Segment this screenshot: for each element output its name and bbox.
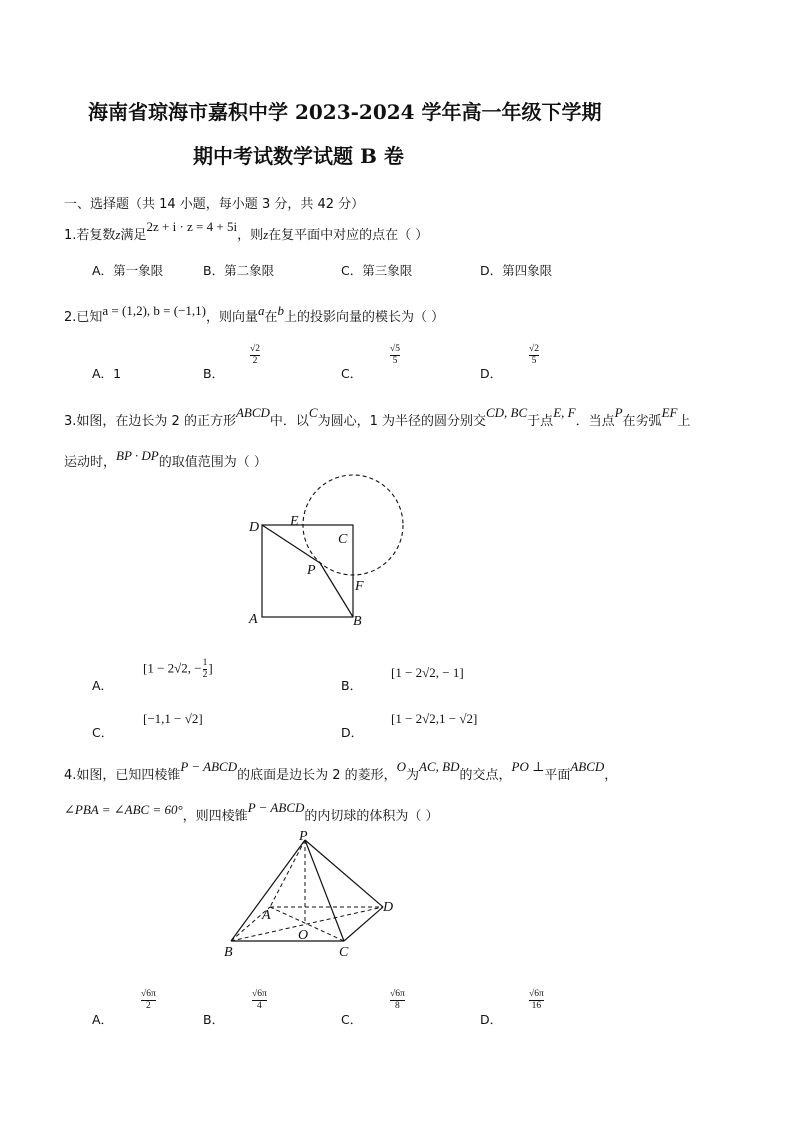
segment-pb	[320, 563, 353, 617]
q4-option-b[interactable]	[203, 1010, 224, 1028]
q1-option-b[interactable]	[203, 261, 274, 279]
q3-mid3: 于点	[527, 414, 554, 429]
q3-figure	[240, 470, 420, 632]
q2-option-b-fraction	[250, 344, 260, 367]
q1-option-d[interactable]	[480, 261, 552, 279]
q4-option-b-fraction	[252, 989, 267, 1012]
q3-option-c: [−1,1 − √2]	[143, 711, 203, 726]
option-label: C．	[341, 1012, 363, 1027]
segment-dp	[262, 525, 320, 563]
q4-option-c-fraction	[390, 989, 405, 1012]
label-e: E	[290, 514, 299, 529]
q4-pyramid2: P − ABCD	[247, 800, 305, 815]
q3-option-a	[143, 658, 213, 681]
q1-option-c[interactable]	[341, 261, 412, 279]
q1-suffix-a: ，则	[237, 228, 264, 243]
question-3	[64, 405, 691, 429]
option-text: 1	[113, 366, 122, 381]
q3-mid5: 在劣弧	[622, 414, 662, 429]
q3-mid1: 中．以	[269, 414, 309, 429]
q3-p: P	[614, 405, 623, 420]
edge-pb	[231, 840, 305, 941]
denominator: 5	[531, 356, 537, 366]
page-title-line1: 海南省琼海市嘉积中学 2023-2024 学年高一年级下学期	[88, 100, 602, 124]
q4-mid4: ，则四棱锥	[182, 809, 248, 824]
label-b: B	[224, 945, 233, 960]
q4-angle: ∠PBA = ∠ABC = 60°	[64, 802, 183, 817]
section-heading: 一、选择题（共 14 小题，每小题 3 分，共 42 分）	[64, 197, 365, 212]
q4-option-a[interactable]	[92, 1010, 113, 1028]
q3-sides: CD, BC	[486, 405, 528, 420]
edge-cd	[344, 907, 383, 941]
option-label: B．	[203, 366, 225, 381]
numerator: √2	[250, 344, 260, 354]
q3-points: E, F	[553, 405, 576, 420]
q1-var2: z	[263, 227, 269, 242]
option-label: B．	[203, 263, 225, 278]
denominator: 2	[202, 670, 208, 680]
q3-dot: BP · DP	[116, 448, 159, 463]
q3-square: ABCD	[235, 405, 270, 420]
q2-mid: ，则向量	[206, 310, 259, 325]
q3-option-d: [1 − 2√2,1 − √2]	[391, 711, 478, 726]
q4-pyramid: P − ABCD	[180, 759, 238, 774]
q2-option-d-fraction	[529, 344, 539, 367]
option-text: 第三象限	[362, 263, 413, 278]
numerator: √6π	[141, 989, 156, 999]
q1-option-a[interactable]	[92, 261, 163, 279]
option-text: 第四象限	[502, 263, 553, 278]
option-label: D．	[480, 1012, 503, 1027]
q2-suffix: 上的投影向量的模长为（ ）	[284, 310, 445, 325]
q4-option-a-fraction	[141, 989, 156, 1012]
label-f: F	[355, 579, 364, 594]
label-c: C	[339, 945, 349, 960]
denominator: 2	[146, 1001, 151, 1011]
q1-prefix: 1.若复数	[64, 228, 116, 243]
q3-option-a-label[interactable]: A．	[92, 678, 114, 693]
numerator: √5	[390, 344, 400, 354]
question-1	[64, 219, 429, 243]
label-p: P	[307, 563, 316, 578]
q4-o: O	[396, 759, 407, 774]
denominator: 16	[531, 1001, 542, 1011]
numerator: √6π	[252, 989, 267, 999]
option-label: B．	[203, 1012, 225, 1027]
edge-pd	[305, 840, 383, 907]
denominator: 8	[395, 1001, 400, 1011]
option-label: A．	[92, 263, 114, 278]
q3-center: C	[308, 405, 318, 420]
q2-option-b[interactable]	[203, 364, 224, 382]
q3-arc: EF	[661, 405, 678, 420]
q4-mid2: 为	[406, 768, 420, 783]
q2-option-c[interactable]	[341, 364, 362, 382]
q2-option-a[interactable]	[92, 364, 121, 382]
option-close: ]	[208, 660, 213, 676]
option-label: A．	[92, 1012, 114, 1027]
option-label: D．	[480, 366, 503, 381]
denominator: 4	[257, 1001, 262, 1011]
q3-option-d-label[interactable]: D．	[341, 725, 364, 740]
q4-mid3: 的交点，	[459, 768, 512, 783]
numerator: √6π	[529, 989, 544, 999]
label-d: D	[383, 900, 394, 915]
q2-prefix: 2.已知	[64, 310, 103, 325]
label-o: O	[298, 928, 309, 943]
question-4-line2	[64, 800, 439, 824]
label-d: D	[249, 520, 260, 535]
option-label: C．	[341, 263, 363, 278]
q1-suffix-b: 在复平面中对应的点在（ ）	[268, 228, 429, 243]
q4-comma: ，	[604, 768, 618, 783]
q3-option-b-label[interactable]: B．	[341, 678, 363, 693]
q4-base: ABCD	[570, 759, 605, 774]
question-3-line2	[64, 448, 267, 470]
q3-option-b: [1 − 2√2, − 1]	[391, 665, 464, 680]
q3-mid6: 上	[677, 414, 691, 429]
option-label: C．	[341, 366, 363, 381]
q4-option-d-fraction	[529, 989, 544, 1012]
q2-vb: b	[277, 303, 285, 318]
q1-mid: 满足	[120, 228, 147, 243]
q4-option-d[interactable]	[480, 1010, 502, 1028]
label-b: B	[353, 614, 362, 629]
label-p: P	[299, 829, 308, 844]
q3-line2-prefix: 运动时，	[64, 455, 117, 470]
q2-option-c-fraction	[390, 344, 400, 367]
numerator: 1	[202, 658, 208, 668]
q2-va: a	[258, 303, 265, 318]
option-text: 第一象限	[113, 263, 164, 278]
q4-mid1: 的底面是边长为 2 的菱形，	[237, 768, 397, 783]
label-a: A	[249, 612, 258, 627]
q3-prefix: 3.如图，在边长为 2 的正方形	[64, 414, 236, 429]
q4-suffix: 的内切球的体积为（ ）	[304, 809, 439, 824]
q4-plane: 平面	[544, 768, 571, 783]
q1-equation: 2z + i · z = 4 + 5i	[146, 219, 238, 234]
question-2	[64, 303, 445, 325]
option-label: A．	[92, 366, 114, 381]
q2-on: 在	[264, 310, 278, 325]
label-c: C	[338, 532, 348, 547]
q4-figure	[215, 828, 405, 963]
q3-option-c-label[interactable]: C．	[92, 725, 114, 740]
q3-line2-suffix: 的取值范围为（ ）	[158, 455, 267, 470]
denominator: 2	[252, 356, 258, 366]
option-label: D．	[480, 263, 503, 278]
q1-var: z	[115, 227, 121, 242]
label-a: A	[262, 908, 271, 923]
numerator: √2	[529, 344, 539, 354]
option-text: [1 − 2√2, −	[143, 660, 202, 676]
question-4	[64, 759, 618, 783]
option-fraction	[203, 658, 208, 681]
q4-prefix: 4.如图，已知四棱锥	[64, 768, 181, 783]
q4-option-c[interactable]	[341, 1010, 362, 1028]
q3-mid2: 为圆心，1 为半径的圆分别交	[317, 414, 486, 429]
q2-option-d[interactable]	[480, 364, 502, 382]
q2-vectors: a = (1,2), b = (−1,1)	[102, 303, 206, 318]
q3-mid4: ．当点	[575, 414, 615, 429]
q4-diag: AC, BD	[419, 759, 460, 774]
q4-perp: PO ⊥	[511, 759, 545, 774]
numerator: √6π	[390, 989, 405, 999]
edge-pa	[270, 840, 305, 907]
page-title-line2: 期中考试数学试题 B 卷	[193, 144, 404, 168]
denominator: 5	[392, 356, 398, 366]
option-text: 第二象限	[224, 263, 275, 278]
